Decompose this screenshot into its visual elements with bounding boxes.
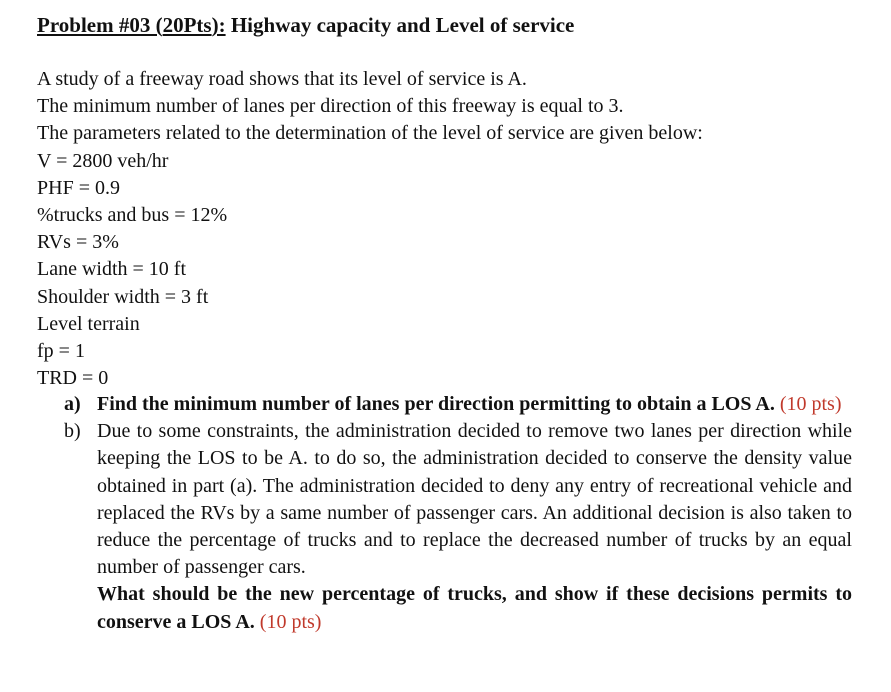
question-a-marker: a) <box>64 393 81 415</box>
question-a-text: Find the minimum number of lanes per direction permitting to obtain a LOS A. <box>97 393 775 415</box>
problem-title <box>37 11 574 39</box>
intro-line: The parameters related to the determination of the level of service are given below: <box>37 122 703 145</box>
question-b <box>64 418 852 636</box>
intro-line: The minimum number of lanes per direction of this freeway is equal to 3. <box>37 95 624 118</box>
parameter-line: V = 2800 veh/hr <box>37 149 169 172</box>
question-b-content <box>97 418 852 636</box>
parameter-line: Lane width = 10 ft <box>37 258 187 281</box>
parameter-line: RVs = 3% <box>37 231 119 254</box>
question-a-content <box>97 391 852 418</box>
parameter-line: Shoulder width = 3 ft <box>37 285 209 308</box>
question-a-points: (10 pts) <box>774 393 842 415</box>
title-prefix: Problem #03 ( <box>37 13 163 37</box>
parameter-line: TRD = 0 <box>37 367 109 390</box>
title-points: 20Pts <box>162 13 212 37</box>
question-a <box>64 391 852 418</box>
problem-statement <box>37 66 703 392</box>
parameter-line: %trucks and bus = 12% <box>37 204 228 227</box>
question-b-question: What should be the new percentage of trucks, and show if these decisions permits to conserve a LOS A. <box>97 583 852 633</box>
parameter-line: fp = 1 <box>37 340 85 363</box>
question-list <box>64 391 852 636</box>
question-b-marker: b) <box>64 420 81 443</box>
parameter-line: Level terrain <box>37 312 140 335</box>
title-suffix: ): <box>211 13 226 37</box>
parameter-line: PHF = 0.9 <box>37 176 120 199</box>
title-rest: Highway capacity and Level of service <box>225 13 575 37</box>
intro-line: A study of a freeway road shows that its level of service is A. <box>37 68 527 90</box>
question-b-points: (10 pts) <box>254 610 322 633</box>
title-underlined <box>37 13 226 37</box>
question-b-text: Due to some constraints, the administration decided to remove two lanes per direction while keeping the LOS to be A. to do so, the administration decided to conserve the density value obtained in part (a). The administration decided to deny any entry of recreational vehicle and replaced the RVs by a same number of passenger cars. An additional decision is also taken to reduce the percentage of trucks and to replace the decreased number of trucks by an equal number of passenger cars. <box>97 420 852 579</box>
